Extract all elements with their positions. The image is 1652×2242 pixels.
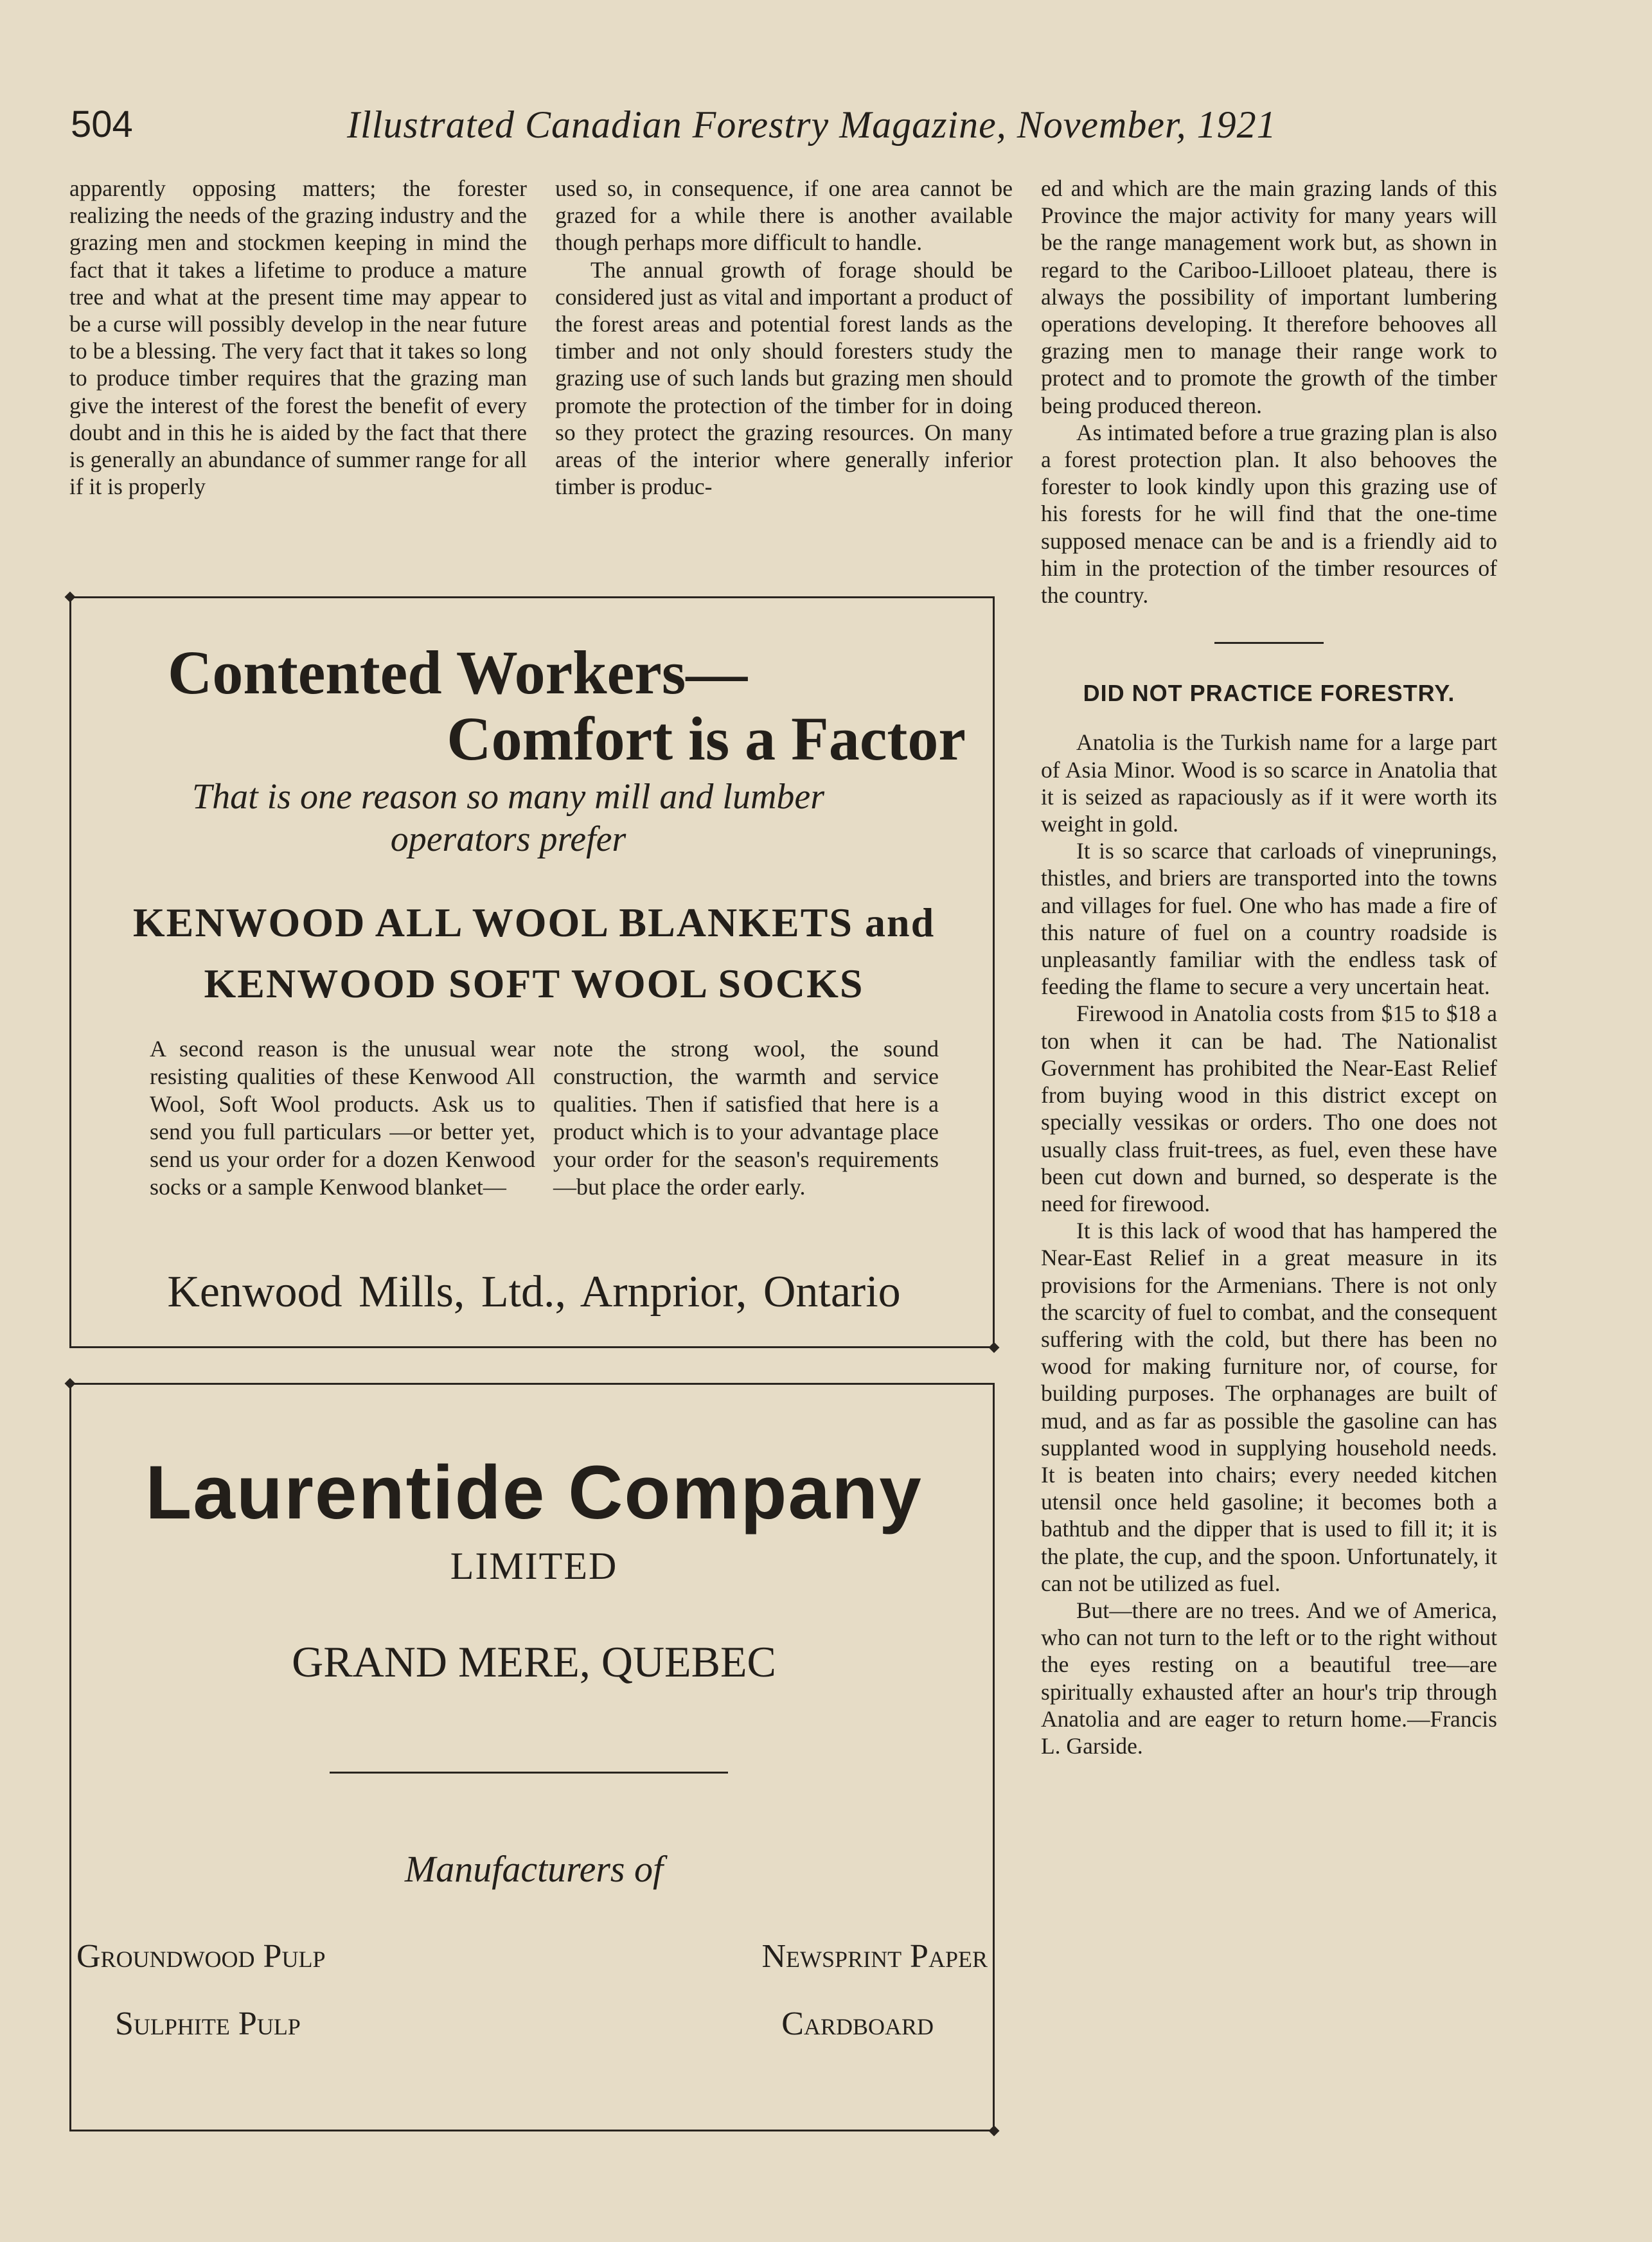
ad-tagline: That is one reason so many mill and lumber operators prefer [191,777,825,859]
column-3-paragraph-2: As intimated before a true grazing plan is also a forest protection plan. It also behooves the forester to look kindly upon this grazing use of his forests for he will find that the one-time supposed menace can be and is a friendly aid to him in the protection of the timber resources of the country. [1041,419,1497,609]
ad-headline: Contented Workers— [168,638,748,707]
running-head: Illustrated Canadian Forestry Magazine, November, 1921 [347,103,1277,146]
ad-rule [330,1772,728,1774]
column-2-paragraph-1: used so, in consequence, if one area cannot be grazed for a while there is another available though perhaps more difficult to handle. [555,175,1013,256]
column-2-paragraph-2: The annual growth of forage should be considered just as vital and important a product of the forest areas and potential forest lands as the timber and not only should foresters study the grazing use of such lands but grazing men should promote the protection of the timber for in doing so they protect the grazing resources. On many areas of the interior where generally inferior timber is produc- [555,256,1013,500]
company-location: GRAND MERE, QUEBEC [292,1637,776,1686]
article-heading: DID NOT PRACTICE FORESTRY. [1083,680,1455,707]
ad-subhead: Comfort is a Factor [447,704,966,773]
article-divider [1214,642,1324,644]
kenwood-advertisement [69,596,995,1348]
page-number: 504 [71,103,133,145]
ad-body-right: note the strong wool, the sound construction, the warmth and service qualities. Then if satisfied that here is a product which is to your advantage place your order for the season's requirements—but place the order early. [553,1036,939,1200]
article-paragraph: It is this lack of wood that has hampered the Near-East Relief in a great measure in its provisions for the Armenians. There is not only the scarcity of fuel to combat, and the consequent suffering with the cold, but there has been no wood for making furniture nor, of course, for building purposes. The orphanages are built of mud, and as far as possible the gasoline can has supplanted wood in supplying household needs. It is beaten into chairs; every needed kitchen utensil once held gasoline; it becomes both a bathtub and the dipper that is used to fill it; it is the plate, the cup, and the spoon. Unfortunately, it can not be utilized as fuel. [1041,1218,1497,1596]
article-paragraph: Firewood in Anatolia costs from $15 to $18 a ton when it can be had. The Nationalist Government has prohibited the Near-East Relief from buying wood in this district except on specially vessikas or orders. Tho one does not usually class fruit-trees, as fuel, even these have been cut down and burned, so desperate is the need for firewood. [1041,1001,1497,1216]
manufacturers-of-label: Manufacturers of [404,1848,664,1890]
laurentide-advertisement [69,1383,995,2131]
ad-body-left: A second reason is the unusual wear resisting qualities of these Kenwood All Wool, Soft Wool products. Ask us to send you full particulars —or better yet, send us your order for a dozen Kenwood socks or a sample Kenwood blanket— [150,1036,535,1200]
text-column-1 [69,175,527,500]
company-name: Laurentide Company [145,1450,923,1535]
column-3-paragraph-1: ed and which are the main grazing lands of this Province the major activity for many years will be the range management work but, as shown in regard to the Cariboo-Lillooet plateau, there is always the possibility of important lumbering operations developing. It therefore behooves all grazing men to manage their range work to protect and to promote the growth of the timber being produced thereon. [1041,175,1497,418]
product-sulphite-pulp: Sulphite Pulp [115,2006,301,2042]
ad-product-blankets: KENWOOD ALL WOOL BLANKETS and [132,900,936,945]
product-groundwood-pulp: Groundwood Pulp [76,1938,326,1975]
company-limited: LIMITED [450,1545,618,1587]
product-cardboard: Cardboard [781,2006,934,2042]
product-newsprint-paper: Newsprint Paper [761,1938,988,1975]
article-paragraph: But—there are no trees. And we of America, who can not turn to the left or to the right without the eyes resting on a beautiful tree—are spiritually exhausted after an hour's trip through Anatolia and are eager to return home.—Francis L. Garside. [1041,1597,1497,1759]
article-paragraph: Anatolia is the Turkish name for a large part of Asia Minor. Wood is so scarce in Anatolia that it is seized as rapaciously as if it were worth its weight in gold. [1041,729,1497,837]
ad-signature: Kenwood Mills, Ltd., Arnprior, Ontario [167,1267,901,1317]
text-column-3 [1041,175,1497,1759]
article-paragraph: It is so scarce that carloads of vineprunings, thistles, and briers are transported into the towns and villages for fuel. One who has made a fire of this nature of fuel on a country roadside is unpleasantly familiar with the endless task of feeding the flame to secure a very uncertain heat. [1041,838,1497,1000]
column-1-paragraph: apparently opposing matters; the forester realizing the needs of the grazing industry and the grazing men and stockmen keeping in mind the fact that it takes a lifetime to produce a mature tree and what at the present time may appear to be a curse will possibly develop in the near future to be a blessing. The very fact that it takes so long to produce timber requires that the grazing man give the interest of the forest the benefit of every doubt and in this he is aided by the fact that there is generally an abundance of summer range for all if it is properly [69,175,527,500]
ad-product-socks: KENWOOD SOFT WOOL SOCKS [204,961,864,1006]
text-column-2 [555,175,1013,500]
